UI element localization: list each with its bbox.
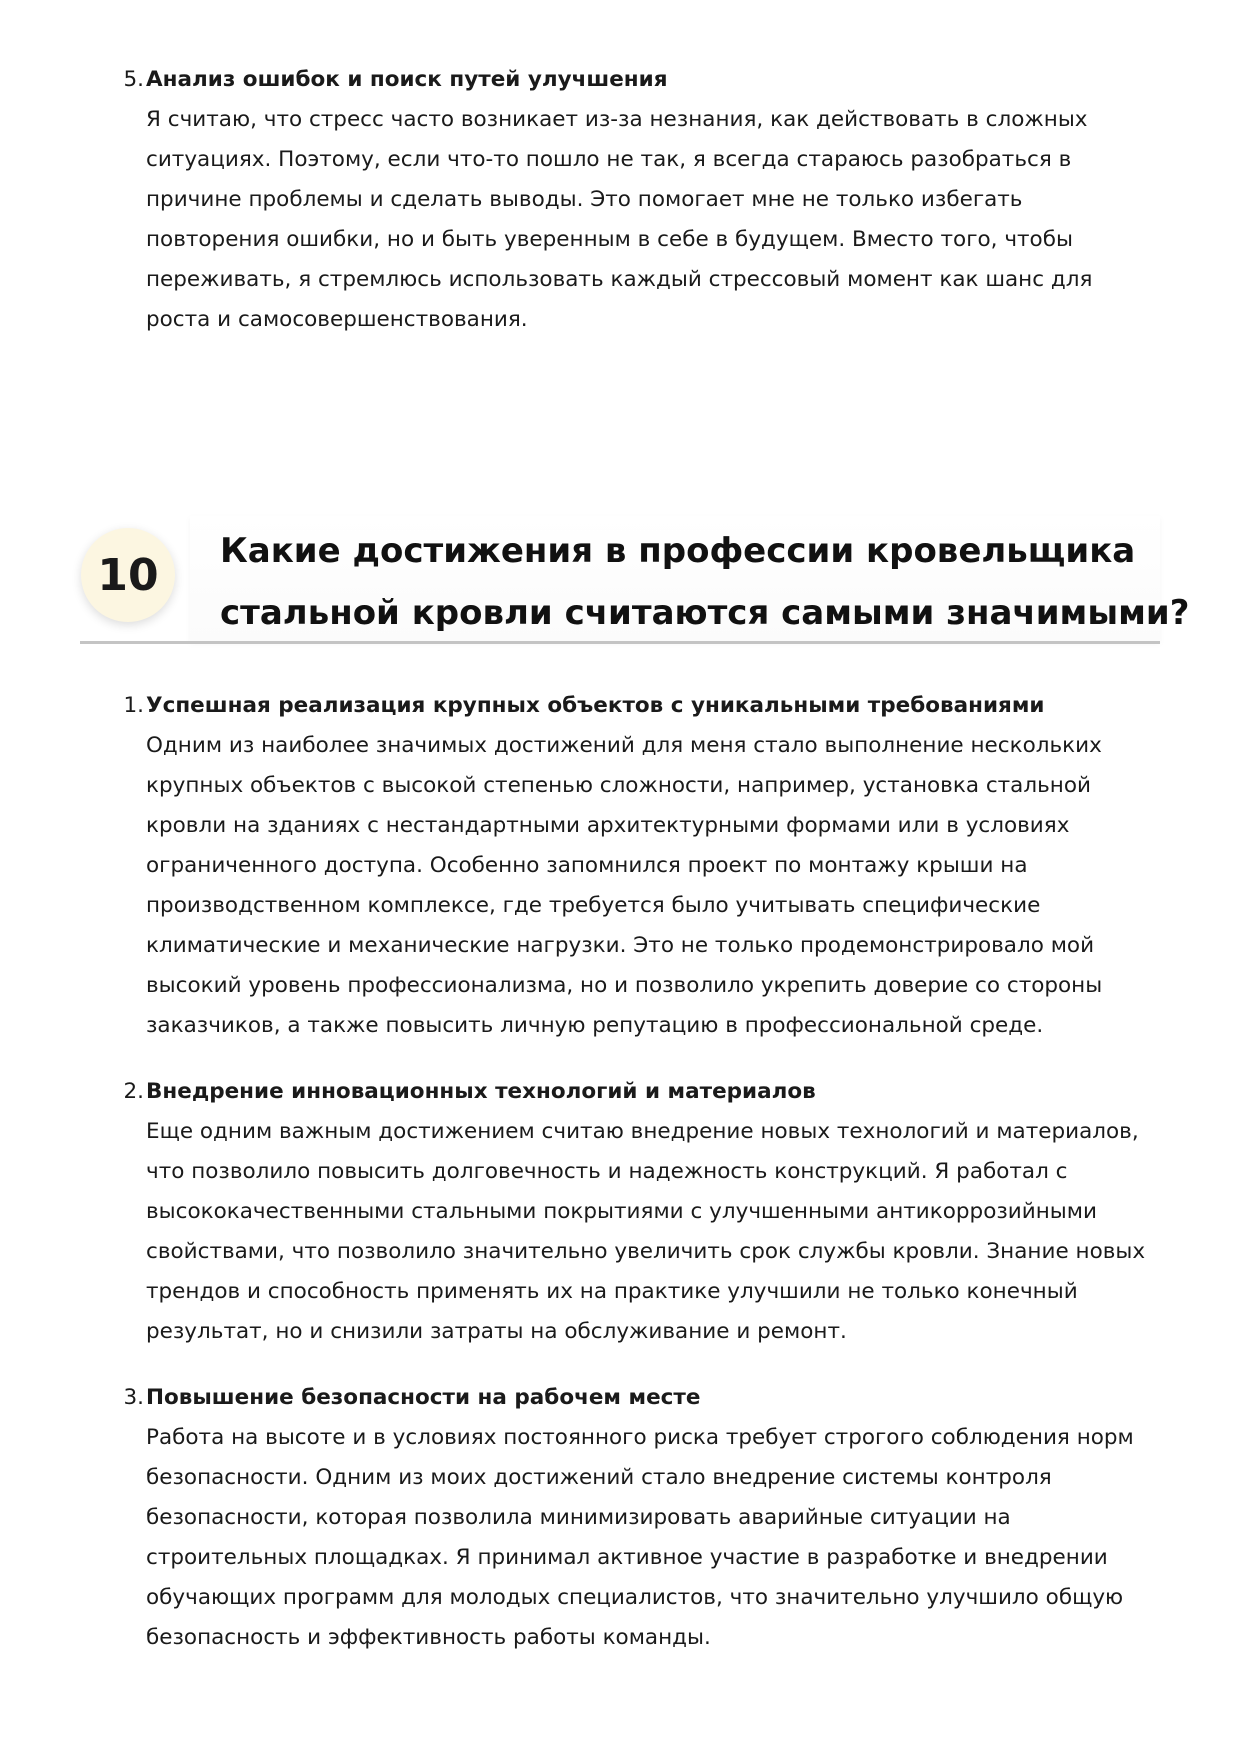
item-body <box>146 100 1156 340</box>
body-line: причине проблемы и сделать выводы. Это помогает мне не только избегать <box>146 187 1023 212</box>
body-line: Одним из наиболее значимых достижений для меня стало выполнение нескольких <box>146 733 1102 758</box>
body-line: ограниченного доступа. Особенно запомнился проект по монтажу крыши на <box>146 853 1028 878</box>
section-title-line: стальной кровли считаются самыми значимыми? <box>220 593 1190 633</box>
body-line: Еще одним важным достижением считаю внедрение новых технологий и материалов, <box>146 1119 1139 1144</box>
section-number-badge: 10 <box>81 528 175 622</box>
body-line: что позволило повысить долговечность и надежность конструкций. Я работал с <box>146 1159 1068 1184</box>
item-title: Повышение безопасности на рабочем месте <box>146 1385 701 1410</box>
body-line: крупных объектов с высокой степенью сложности, например, установка стальной <box>146 773 1091 798</box>
body-line: климатические и механические нагрузки. Это не только продемонстрировало мой <box>146 933 1095 958</box>
body-line: Я считаю, что стресс часто возникает из-за незнания, как действовать в сложных <box>146 107 1088 132</box>
body-line: высококачественными стальными покрытиями с улучшенными антикоррозийными <box>146 1199 1097 1224</box>
section-title-line: Какие достижения в профессии кровельщика <box>220 531 1136 571</box>
body-line: результат, но и снизили затраты на обслуживание и ремонт. <box>146 1319 847 1344</box>
body-line: трендов и способность применять их на практике улучшили не только конечный <box>146 1279 1078 1304</box>
body-line: ситуациях. Поэтому, если что-то пошло не так, я всегда стараюсь разобраться в <box>146 147 1072 172</box>
body-line: безопасности, которая позволила минимизировать аварийные ситуации на <box>146 1505 1011 1530</box>
item-title: Успешная реализация крупных объектов с уникальными требованиями <box>146 693 1045 718</box>
item-number: 2. <box>123 1079 144 1104</box>
body-line: высокий уровень профессионализма, но и позволило укрепить доверие со стороны <box>146 973 1103 998</box>
body-line: безопасности. Одним из моих достижений стало внедрение системы контроля <box>146 1465 1052 1490</box>
body-line: переживать, я стремлюсь использовать каждый стрессовый момент как шанс для <box>146 267 1093 292</box>
item-number: 3. <box>123 1385 144 1410</box>
item-number: 5. <box>123 67 144 92</box>
body-line: роста и самосовершенствования. <box>146 307 528 332</box>
section-divider <box>80 641 1160 644</box>
body-line: строительных площадках. Я принимал активное участие в разработке и внедрении <box>146 1545 1108 1570</box>
item-title: Внедрение инновационных технологий и материалов <box>146 1079 816 1104</box>
item-body <box>146 1112 1156 1352</box>
item-body <box>146 1418 1156 1658</box>
body-line: обучающих программ для молодых специалистов, что значительно улучшило общую <box>146 1585 1124 1610</box>
section-title <box>220 520 1189 644</box>
item-number: 1. <box>123 693 144 718</box>
body-line: Работа на высоте и в условиях постоянного риска требует строгого соблюдения норм <box>146 1425 1134 1450</box>
body-line: производственном комплексе, где требуется было учитывать специфические <box>146 893 1041 918</box>
body-line: кровли на зданиях с нестандартными архитектурными формами или в условиях <box>146 813 1070 838</box>
section-header <box>80 510 1190 644</box>
body-line: заказчиков, а также повысить личную репутацию в профессиональной среде. <box>146 1013 1044 1038</box>
item-body <box>146 726 1156 1046</box>
body-line: повторения ошибки, но и быть уверенным в себе в будущем. Вместо того, чтобы <box>146 227 1073 252</box>
body-line: безопасность и эффективность работы команды. <box>146 1625 711 1650</box>
body-line: свойствами, что позволило значительно увеличить срок службы кровли. Знание новых <box>146 1239 1146 1264</box>
item-title: Анализ ошибок и поиск путей улучшения <box>146 67 668 92</box>
